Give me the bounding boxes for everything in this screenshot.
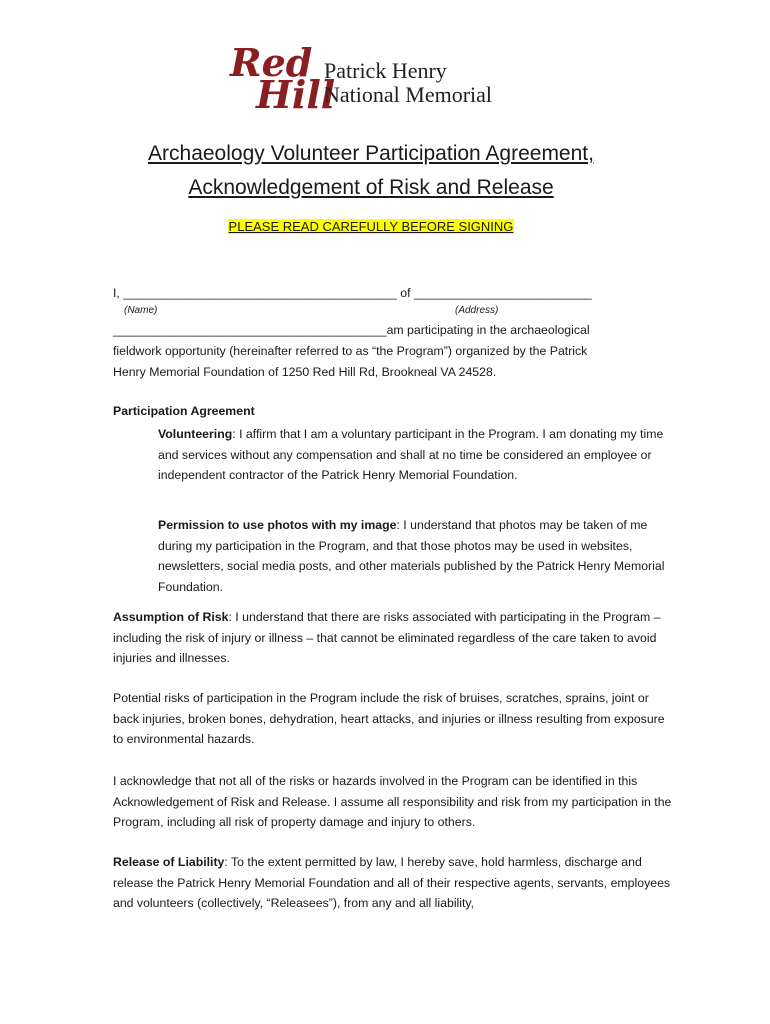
- risk-label: Assumption of Risk: [113, 610, 229, 624]
- form-line-1: [113, 283, 592, 304]
- name-field[interactable]: ________________________________________: [123, 286, 397, 300]
- document-title-line-1: Archaeology Volunteer Participation Agreement,: [148, 142, 594, 165]
- red-hill-logo: [226, 42, 526, 124]
- address-field[interactable]: __________________________: [413, 286, 592, 300]
- name-caption: (Name): [124, 305, 158, 316]
- foundation-address-line: Henry Memorial Foundation of 1250 Red Hill Rd, Brookneal VA 24528.: [113, 365, 497, 379]
- acknowledgement-paragraph: I acknowledge that not all of the risks or hazards involved in the Program can be identified in this Acknowledgement of Risk and Release. I assume all responsibility and risk from my participation in the Program, including all risk of property damage and injury to others.: [113, 774, 672, 830]
- participation-heading: Participation Agreement: [113, 404, 255, 418]
- potential-risks-paragraph: Potential risks of participation in the Program include the risk of bruises, scratches, sprains, joint or back injuries, broken bones, dehydration, heart attacks, and injuries or illness resulting from exposure to environmental hazards.: [113, 691, 665, 747]
- release-label: Release of Liability: [113, 855, 225, 869]
- volunteering-label: Volunteering: [158, 427, 233, 441]
- release-text: : To the extent permitted by law, I hereby save, hold harmless, discharge and release the Patrick Henry Memorial Foundation and all of their respective agents, servants, employees and volunteers (collectively, “Releasees”), from any and all liability,: [113, 855, 671, 911]
- photos-label: Permission to use photos with my image: [158, 518, 397, 532]
- participation-text: am participating in the archaeological: [386, 323, 590, 337]
- logo-line-1: Patrick Henry: [324, 58, 447, 83]
- photos-paragraph: [158, 515, 678, 598]
- notice-container: [0, 218, 770, 236]
- logo-script-red: Red: [230, 40, 313, 85]
- photos-text: : I understand that photos may be taken of me during my participation in the Program, and that those photos may be used in websites, newsletters, social media posts, and other materials published by the Patrick Henry Memorial Foundation.: [158, 518, 665, 595]
- logo-script-hill: Hill: [256, 72, 336, 117]
- read-carefully-notice: PLEASE READ CAREFULLY BEFORE SIGNING: [228, 219, 514, 234]
- address-caption: (Address): [455, 305, 499, 316]
- release-of-liability-paragraph: [113, 852, 673, 914]
- program-description-line: fieldwork opportunity (hereinafter referred to as “the Program”) organized by the Patrick: [113, 344, 588, 358]
- document-title-line-2: Acknowledgement of Risk and Release: [188, 176, 554, 199]
- logo-line-2: National Memorial: [324, 82, 493, 107]
- risk-text: : I understand that there are risks associated with participating in the Program – including the risk of injury or illness – that cannot be eliminated regardless of the care taken to avoid injuries and illnesses.: [113, 610, 661, 666]
- assumption-of-risk-paragraph: [113, 607, 673, 669]
- form-line-2: [113, 320, 590, 341]
- of-word: of: [400, 286, 411, 300]
- participant-field[interactable]: ________________________________________: [113, 323, 387, 337]
- i-prefix: I,: [113, 286, 120, 300]
- volunteering-text: : I affirm that I am a voluntary participant in the Program. I am donating my time and services without any compensation and shall at no time be considered an employee or independent contractor of the Patrick Henry Memorial Foundation.: [158, 427, 664, 483]
- volunteering-paragraph: [158, 424, 678, 486]
